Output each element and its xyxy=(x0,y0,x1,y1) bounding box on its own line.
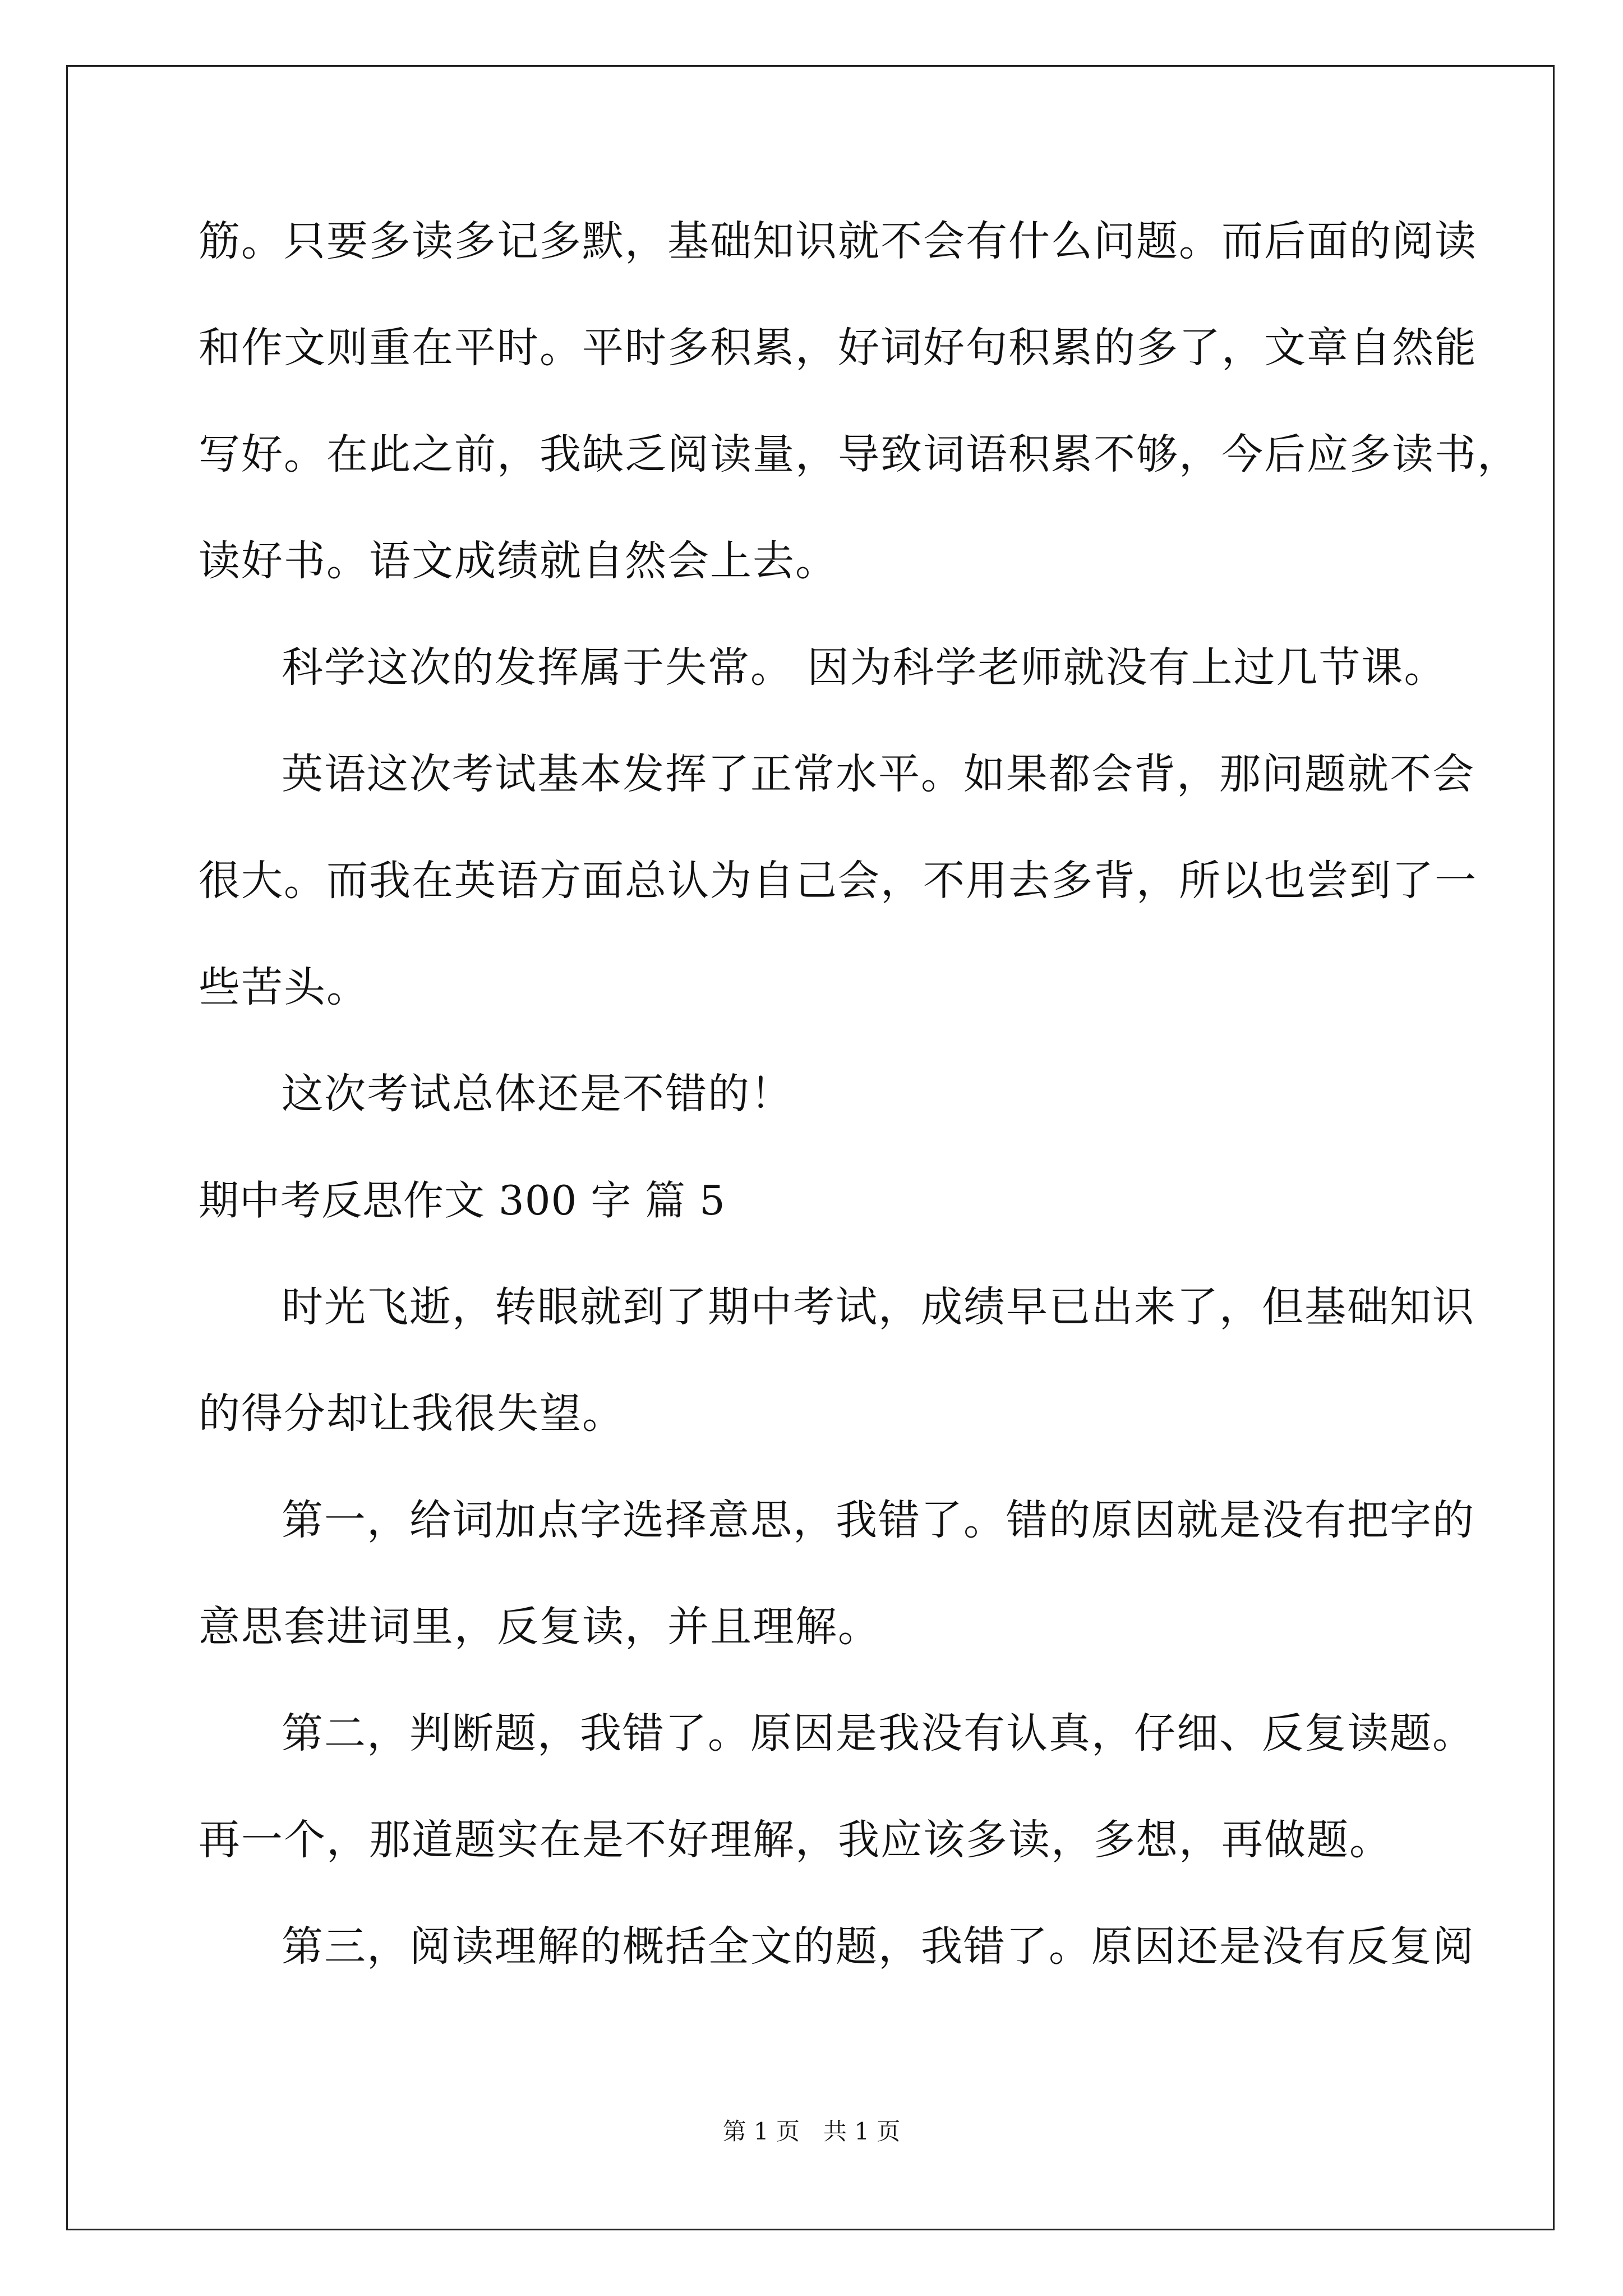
text-line: 写好。在此之前，我缺乏阅读量，导致词语积累不够，今后应多读书， xyxy=(199,430,1520,478)
text-line: 第一，给词加点字选择意思，我错了。错的原因就是没有把字的 xyxy=(282,1496,1475,1544)
text-line: 这次考试总体还是不错的！ xyxy=(282,1070,793,1118)
section-heading: 期中考反思作文 300 字 篇 5 xyxy=(199,1177,726,1224)
text-line: 读好书。语文成绩就自然会上去。 xyxy=(199,537,838,585)
text-line: 时光飞逝，转眼就到了期中考试，成绩早已出来了，但基础知识 xyxy=(282,1283,1475,1331)
text-line: 科学这次的发挥属于失常。 因为科学老师就没有上过几节课。 xyxy=(282,643,1447,692)
text-line: 很大。而我在英语方面总认为自己会，不用去多背，所以也尝到了一 xyxy=(199,857,1477,905)
text-line: 的得分却让我很失望。 xyxy=(199,1389,625,1438)
page-footer: 第 1 页 共 1 页 xyxy=(722,2118,901,2145)
text-line: 第二，判断题，我错了。原因是我没有认真，仔细、反复读题。 xyxy=(282,1709,1475,1757)
text-line: 第三，阅读理解的概括全文的题，我错了。原因还是没有反复阅 xyxy=(282,1922,1475,1971)
text-line: 和作文则重在平时。平时多积累，好词好句积累的多了，文章自然能 xyxy=(199,324,1477,372)
text-line: 再一个，那道题实在是不好理解，我应该多读，多想，再做题。 xyxy=(199,1816,1392,1864)
text-line: 筋。只要多读多记多默，基础知识就不会有什么问题。而后面的阅读 xyxy=(199,217,1477,265)
page-border xyxy=(66,65,1555,2230)
text-line: 些苦头。 xyxy=(199,963,369,1011)
text-line: 英语这次考试基本发挥了正常水平。如果都会背，那问题就不会 xyxy=(282,750,1475,798)
text-line: 意思套进词里，反复读，并且理解。 xyxy=(199,1603,880,1651)
